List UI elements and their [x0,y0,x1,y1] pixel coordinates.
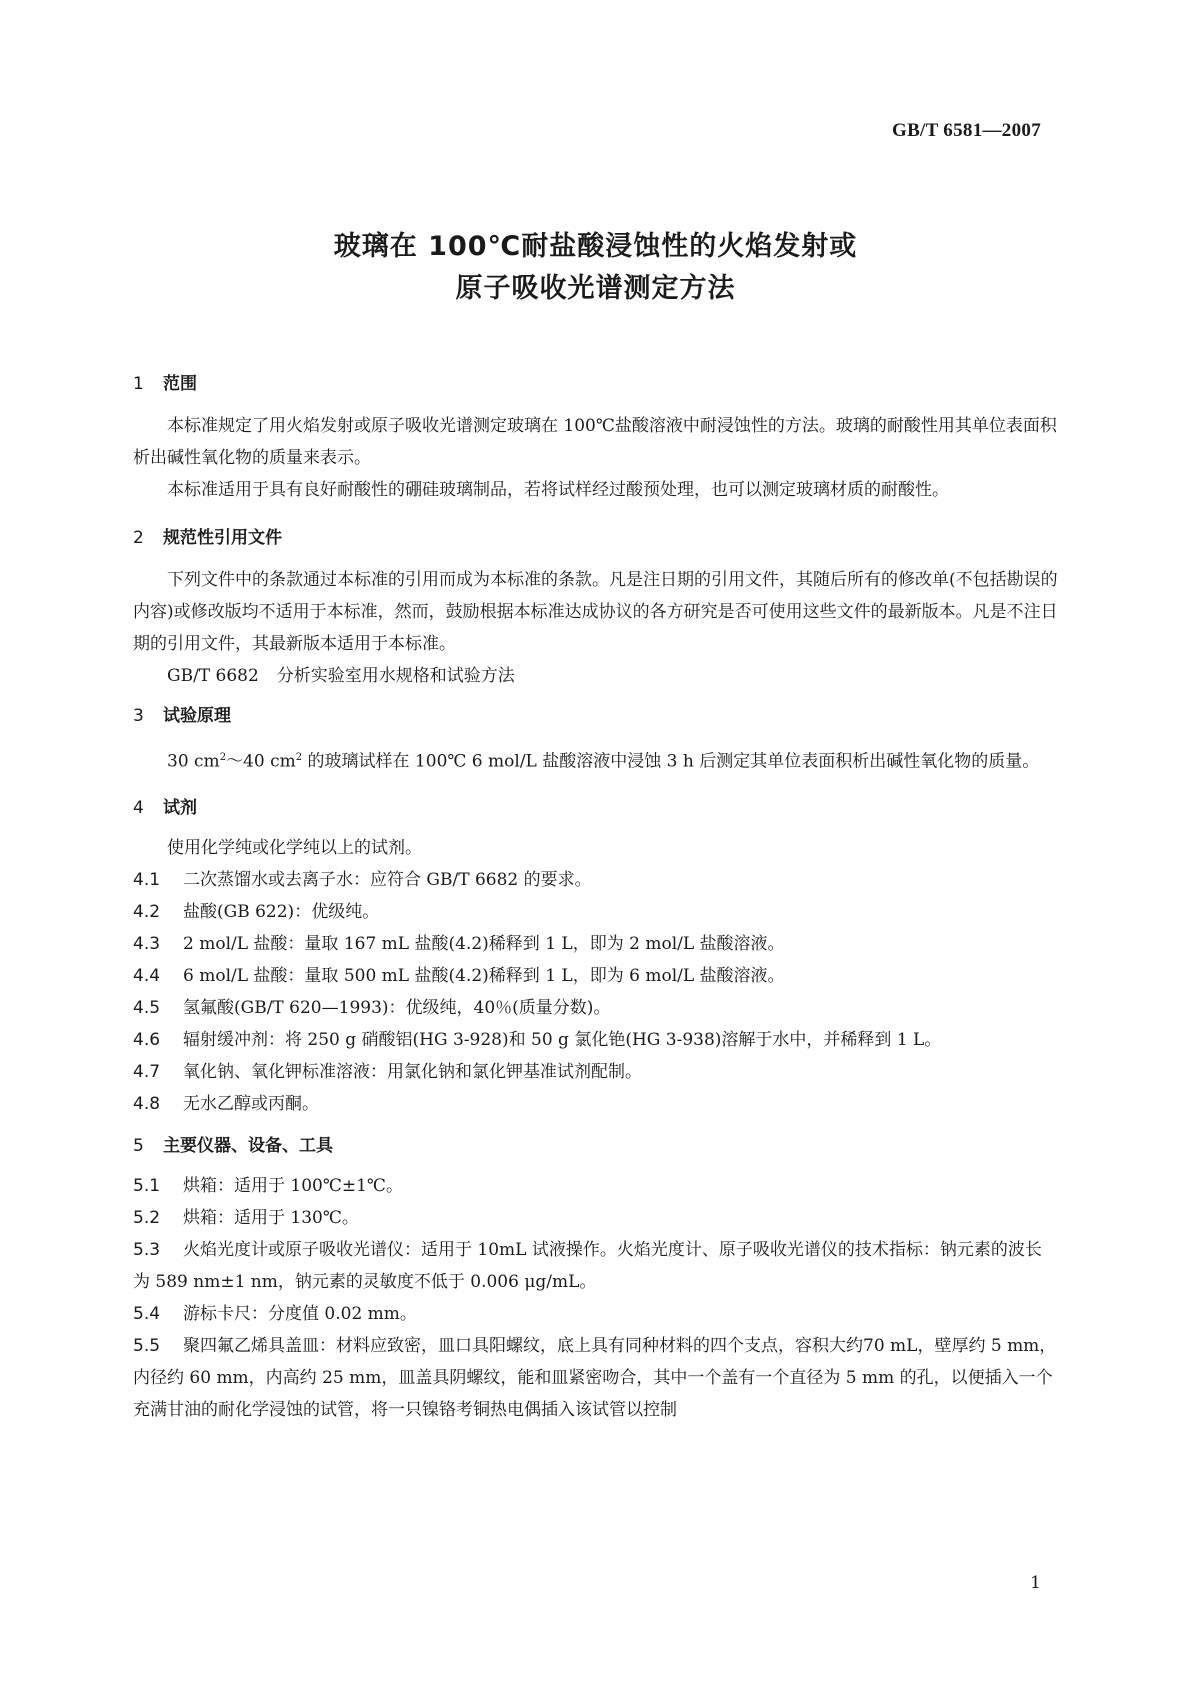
title-line-2: 原子吸收光谱测定方法 [455,273,736,304]
text-run: ～40 cm [226,751,296,772]
item-text: 氢氟酸(GB/T 620—1993)：优级纯，40％(质量分数)。 [183,997,611,1018]
item-number: 4.5 [133,997,161,1018]
item-text: 二次蒸馏水或去离子水：应符合 GB/T 6682 的要求。 [183,869,592,890]
paragraph: 本标准规定了用火焰发射或原子吸收光谱测定玻璃在 100℃盐酸溶液中耐浸蚀性的方法。玻璃的耐酸性用其单位表面积析出碱性氧化物的质量来表示。 [133,416,1057,468]
list-item [133,864,1058,896]
list-item [133,960,1058,992]
paragraph: 下列文件中的条款通过本标准的引用而成为本标准的条款。凡是注日期的引用文件，其随后所有的修改单(不包括勘误的内容)或修改版均不适用于本标准，然而，鼓励根据本标准达成协议的各方研究是否可使用这些文件的最新版本。凡是不注日期的引用文件，其最新版本适用于本标准。 [133,570,1058,654]
document-title [0,226,1191,310]
list-item [133,896,1058,928]
paragraph: 使用化学纯或化学纯以上的试剂。 [167,837,422,858]
item-number: 4.7 [133,1061,161,1082]
item-text: 氧化钠、氧化钾标准溶液：用氯化钠和氯化钾基准试剂配制。 [183,1061,642,1082]
text-run: 的玻璃试样在 100℃ 6 mol/L 盐酸溶液中浸蚀 3 h 后测定其单位表面积析出碱性氧化物的质量。 [302,751,1040,772]
superscript: 2 [219,752,227,763]
section-heading-principle [133,704,1058,728]
list-item [133,1330,1058,1426]
item-text: 2 mol/L 盐酸：量取 167 mL 盐酸(4.2)稀释到 1 L，即为 2 mol/L 盐酸溶液。 [183,933,785,954]
item-number: 5.1 [133,1175,161,1196]
item-text: 无水乙醇或丙酮。 [183,1093,319,1114]
item-number: 5.5 [133,1335,161,1356]
item-number: 4.1 [133,869,161,890]
document-body [133,372,1058,1426]
list-item [133,1202,1058,1234]
section-number: 2 [133,528,144,548]
superscript: 2 [295,752,303,763]
list-item [133,928,1058,960]
list-item [133,1234,1058,1298]
item-number: 5.3 [133,1239,161,1260]
item-number: 4.3 [133,933,161,954]
item-number: 4.2 [133,901,161,922]
section-heading-references [133,526,1058,550]
item-text: 聚四氟乙烯具盖皿：材料应致密，皿口具阳螺纹，底上具有同种材料的四个支点，容积大约70 mL，壁厚约 5 mm，内径约 60 mm，内高约 25 mm，皿盖具阴螺纹，能和皿紧密吻合，其中一个盖有一个直径为 5 mm 的孔，以便插入一个充满甘油的耐化学浸蚀的试管，将一只镍铬考铜热电偶插入该试管以控制 [133,1335,1057,1420]
section-heading-apparatus [133,1134,1058,1158]
item-number: 4.4 [133,965,161,986]
reference-title: 分析实验室用水规格和试验方法 [276,666,515,686]
item-number: 5.4 [133,1303,161,1324]
section-number: 3 [133,706,144,726]
list-item [133,1056,1058,1088]
item-text: 辐射缓冲剂：将 250 g 硝酸铝(HG 3-928)和 50 g 氯化铯(HG 3-938)溶解于水中，并稀释到 1 L。 [183,1029,942,1050]
title-line-1: 玻璃在 100℃耐盐酸浸蚀性的火焰发射或 [333,231,858,262]
section-heading-reagents [133,796,1058,820]
standard-code: GB/T 6581—2007 [891,120,1041,141]
section-title: 主要仪器、设备、工具 [163,1135,333,1156]
paragraph [133,742,1058,778]
item-text: 游标卡尺：分度值 0.02 mm。 [183,1303,417,1324]
section-title: 范围 [163,374,197,394]
item-number: 4.6 [133,1029,161,1050]
section-number: 1 [133,374,144,394]
list-item [133,1170,1058,1202]
text-run: 30 cm [167,751,220,772]
list-item [133,1024,1058,1056]
paragraph: 本标准适用于具有良好耐酸性的硼硅玻璃制品，若将试样经过酸预处理，也可以测定玻璃材质的耐酸性。 [167,480,949,500]
item-text: 火焰光度计或原子吸收光谱仪：适用于 10mL 试液操作。火焰光度计、原子吸收光谱仪的技术指标：钠元素的波长为 589 nm±1 nm，钠元素的灵敏度不低于 0.006 μg/mL。 [133,1239,1042,1292]
item-number: 5.2 [133,1207,161,1228]
reference-entry [133,660,1058,692]
item-text: 6 mol/L 盐酸：量取 500 mL 盐酸(4.2)稀释到 1 L，即为 6 mol/L 盐酸溶液。 [183,965,785,986]
section-title: 试验原理 [163,706,231,726]
section-title: 试剂 [163,797,197,818]
list-item [133,1088,1058,1120]
section-heading-scope [133,372,1058,396]
section-number: 4 [133,797,144,818]
list-item [133,1298,1058,1330]
item-text: 烘箱：适用于 100℃±1℃。 [183,1175,403,1196]
section-title: 规范性引用文件 [163,528,282,548]
item-text: 烘箱：适用于 130℃。 [183,1207,359,1228]
item-text: 盐酸(GB 622)：优级纯。 [183,901,380,922]
list-item [133,992,1058,1024]
page-number: 1 [1030,1573,1041,1593]
item-number: 4.8 [133,1093,161,1114]
reference-code: GB/T 6682 [167,666,259,686]
section-number: 5 [133,1135,144,1156]
